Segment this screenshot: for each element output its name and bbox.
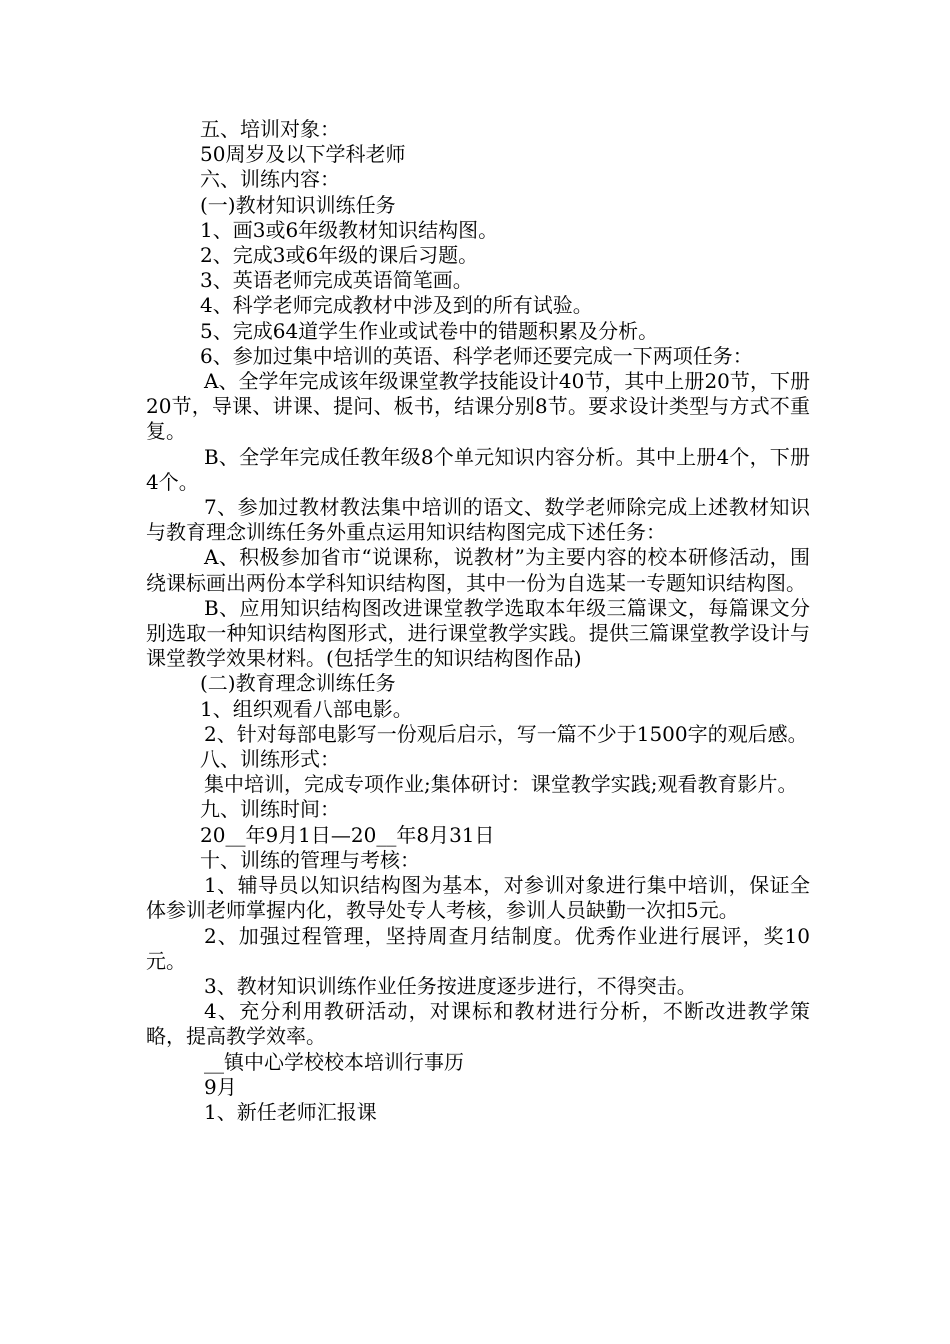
section-heading-five: 五、培训对象： (200, 117, 340, 141)
subsection-heading: (二)教育理念训练任务 (200, 671, 396, 696)
section-heading-ten: 十、训练的管理与考核： (200, 847, 420, 872)
paragraph: 集中培训，完成专项作业;集体研讨：课堂教学实践;观看教育影片。 (204, 772, 798, 797)
section-heading-six: 六、训练内容： (200, 167, 340, 192)
paragraph: 7、参加过教材教法集中培训的语文、数学老师除完成上述教材知识与教育理念训练任务外重点运用知识结构图完成下述任务： (146, 495, 810, 545)
paragraph: 2、针对每部电影写一份观后启示，写一篇不少于1500字的观后感。 (204, 721, 808, 746)
paragraph: 4、充分利用教研活动，对课标和教材进行分析，不断改进教学策略，提高教学效率。 (146, 999, 810, 1049)
list-item: 5、完成64道学生作业或试卷中的错题积累及分析。 (200, 318, 659, 343)
paragraph: 1、辅导员以知识结构图为基本，对参训对象进行集中培训，保证全体参训老师掌握内化，教导处专人考核，参训人员缺勤一次扣5元。 (146, 873, 810, 923)
paragraph: B、全学年完成任教年级8个单元知识内容分析。其中上册4个，下册4个。 (146, 444, 810, 494)
text-line: 50周岁及以下学科老师 (200, 142, 406, 167)
list-item: 2、完成3或6年级的课后习题。 (200, 243, 479, 268)
paragraph: A、全学年完成该年级课堂教学技能设计40节，其中上册20节，下册20节，导课、讲课、提问、板书，结课分别8节。要求设计类型与方式不重复。 (146, 369, 810, 444)
list-item: 1、组织观看八部电影。 (200, 696, 413, 721)
paragraph: A、积极参加省市“说课称，说教材”为主要内容的校本研修活动，围绕课标画出两份本学科知识结构图，其中一份为自选某一专题知识结构图。 (146, 545, 810, 595)
date-range: 20__年9月1日—20__年8月31日 (200, 822, 495, 847)
paragraph: B、应用知识结构图改进课堂教学选取本年级三篇课文，每篇课文分别选取一种知识结构图形式，进行课堂教学实践。提供三篇课堂教学设计与课堂教学效果材料。(包括学生的知识结构图作品) (146, 595, 810, 671)
section-heading-nine: 九、训练时间： (200, 797, 340, 822)
month-label: 9月 (204, 1074, 237, 1099)
subsection-heading: (一)教材知识训练任务 (200, 192, 396, 217)
list-item: 4、科学老师完成教材中涉及到的所有试验。 (200, 293, 593, 318)
schedule-title: __镇中心学校校本培训行事历 (204, 1049, 464, 1074)
list-item: 1、画3或6年级教材知识结构图。 (200, 217, 499, 242)
list-item: 6、参加过集中培训的英语、科学老师还要完成一下两项任务： (200, 343, 753, 368)
paragraph: 2、加强过程管理，坚持周查月结制度。优秀作业进行展评，奖10元。 (146, 923, 810, 973)
section-heading-eight: 八、训练形式： (200, 747, 340, 772)
list-item: 3、英语老师完成英语简笔画。 (200, 268, 473, 293)
list-item: 1、新任老师汇报课 (204, 1099, 377, 1124)
paragraph: 3、教材知识训练作业任务按进度逐步进行，不得突击。 (204, 973, 697, 998)
